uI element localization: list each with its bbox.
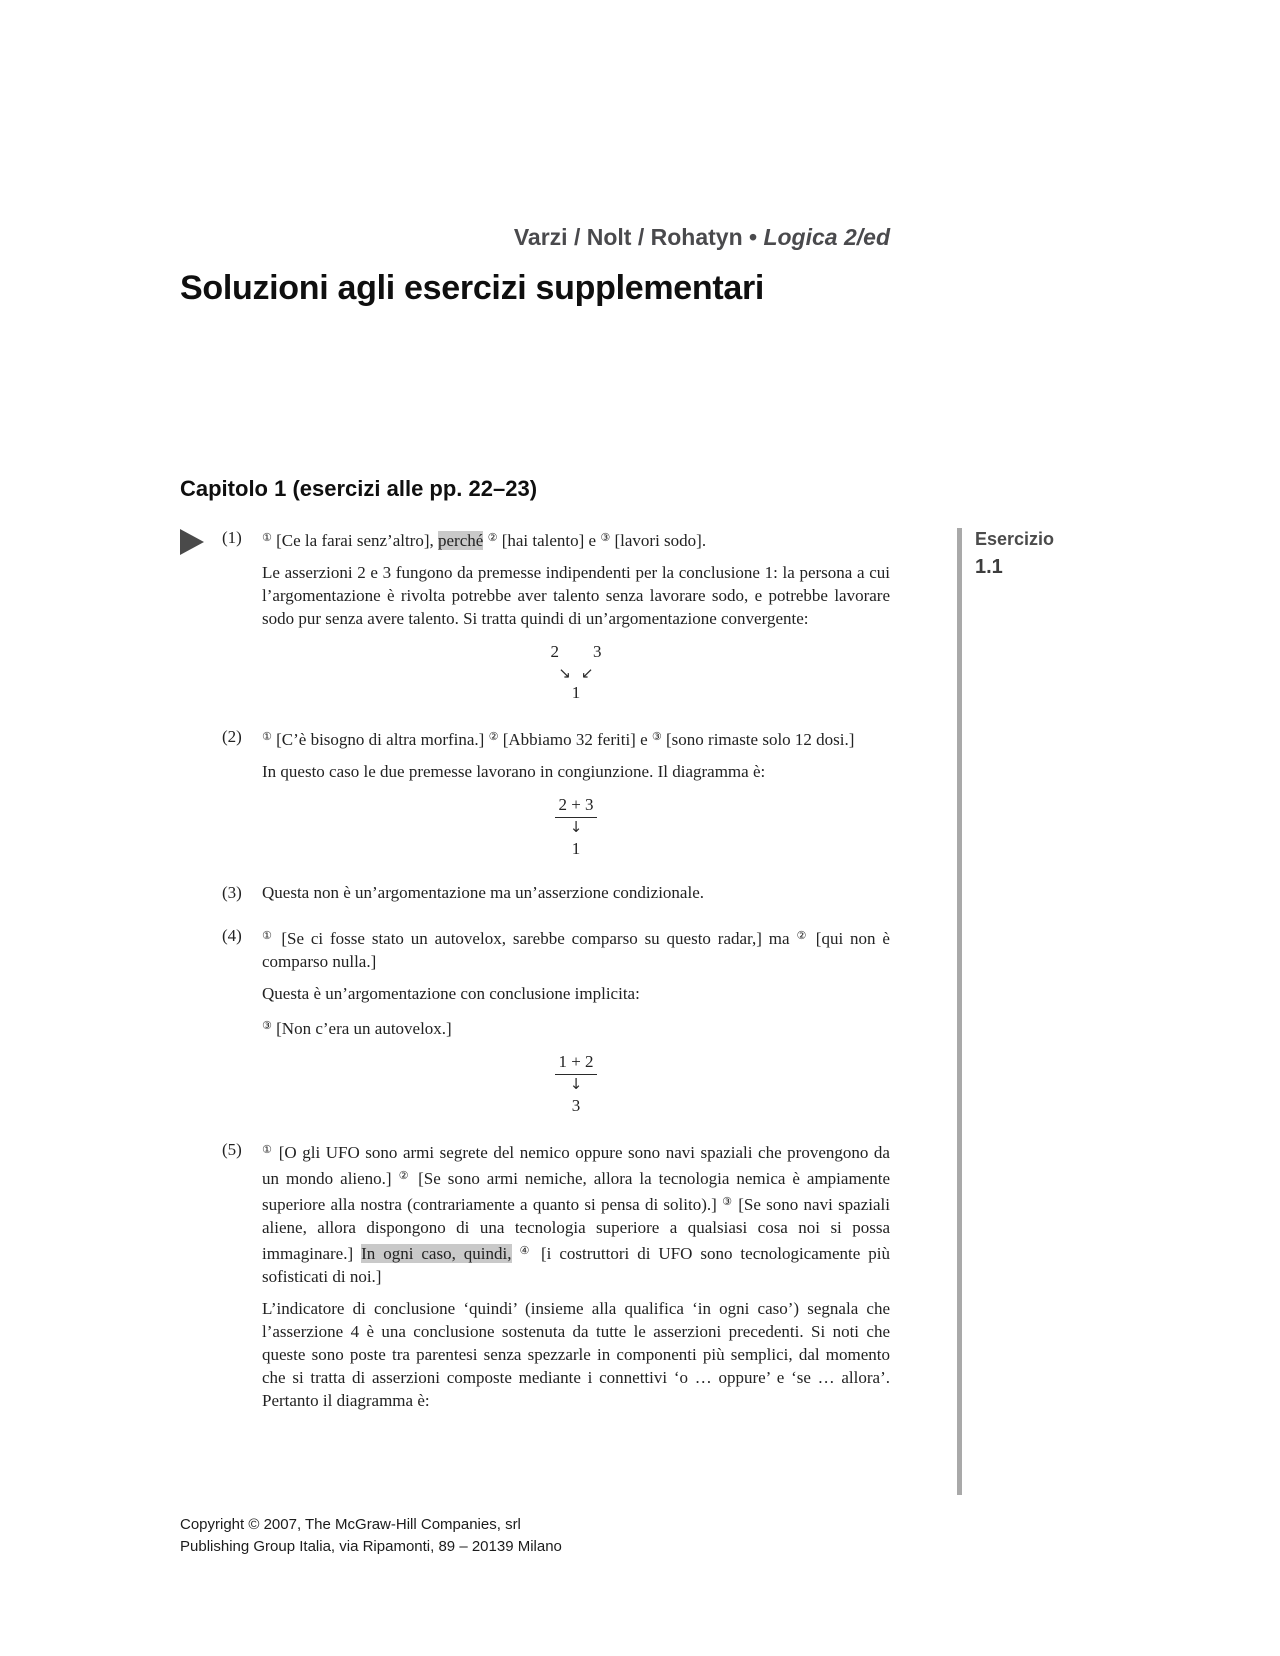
explanation-paragraph: In questo caso le due premesse lavorano in congiunzione. Il diagramma è: <box>262 762 766 781</box>
explanation-paragraph: Questa è un’argomentazione con conclusione implicita: <box>262 984 640 1003</box>
item-statement: ① [O gli UFO sono armi segrete del nemico oppure sono navi spaziali che provengono da un mondo alieno.] ② [Se sono armi nemiche, allora la tecnologia nemica è ampiamente superiore alla nostra (contrariamente a quanto si pensa di solito).] ③ [Se sono navi spaziali aliene, allora dispongono di una tecnologia superiore a qualsiasi cosa noi si possa immaginare.] In ogni caso, quindi, ④ [i costruttori di UFO sono tecnologicamente più sofisticati di noi.] <box>262 1143 890 1286</box>
footer-copyright: Copyright © 2007, The McGraw-Hill Companies, srl <box>180 1516 521 1533</box>
page-title: Soluzioni agli esercizi supplementari <box>180 269 765 307</box>
arrow-down-right-icon: ↘ <box>558 664 571 682</box>
item-statement: ① [Se ci fosse stato un autovelox, sarebbe comparso su questo radar,] ma ② [qui non è comparso nulla.] <box>262 929 890 971</box>
arrow-down-left-icon: ↙ <box>581 664 594 682</box>
chapter-heading: Capitolo 1 (esercizi alle pp. 22–23) <box>180 476 538 501</box>
implicit-conclusion: ③ [Non c’era un autovelox.] <box>262 1019 452 1038</box>
solution-item-2 <box>180 725 890 861</box>
book-authors: Varzi / Nolt / Rohatyn • <box>513 224 764 250</box>
diagram-premise: 2 <box>550 642 559 661</box>
diagram-conclusion: 1 <box>571 839 581 858</box>
document-content <box>180 0 890 1412</box>
exercise-number: 1.1 <box>975 556 1003 578</box>
arrow-down-icon: ↓ <box>569 1075 583 1093</box>
explanation-paragraph: L’indicatore di conclusione ‘quindi’ (insieme alla qualifica ‘in ogni caso’) segnala che l’asserzione 4 è una conclusione sostenuta da tutte le asserzioni precedenti. Si noti che queste sono poste tra parentesi senza spezzarle in componenti più semplici, dal momento che si tratta di asserzioni composte mediante i connettivi ‘o … oppure’ e ‘se … allora’. Pertanto il diagramma è: <box>262 1299 890 1410</box>
item-number: (2) <box>222 727 242 746</box>
item-statement: ① [C’è bisogno di altra morfina.] ② [Abbiamo 32 feriti] e ③ [sono rimaste solo 12 dosi.] <box>262 730 855 749</box>
book-header <box>180 222 890 252</box>
argument-diagram-linked <box>262 793 890 861</box>
item-number: (1) <box>222 528 242 547</box>
diagram-conclusion: 3 <box>571 1096 581 1115</box>
diagram-premise: 3 <box>593 642 602 661</box>
exercise-label: Esercizio <box>975 529 1055 549</box>
explanation-paragraph: Le asserzioni 2 e 3 fungono da premesse indipendenti per la conclusione 1: la persona a cui l’argomentazione è rivolta potrebbe aver talento senza lavorare sodo, e potrebbe lavorare sodo pur senza avere talento. Si tratta quindi di un’argomentazione convergente: <box>262 563 890 628</box>
item-statement: ① [Ce la farai senz’altro], perché ② [hai talento] e ③ [lavori sodo]. <box>262 531 707 550</box>
solution-item-4 <box>180 924 890 1118</box>
diagram-arrows-row <box>262 665 890 681</box>
solution-item-1 <box>180 526 890 705</box>
solutions-list <box>180 526 890 1412</box>
item-number: (4) <box>222 926 242 945</box>
exercise-sidebar <box>957 528 1054 1495</box>
book-title: Logica 2/ed <box>763 224 890 250</box>
diagram-premises: 2 + 3 <box>555 793 596 818</box>
item-number: (3) <box>222 883 242 902</box>
diagram-premises-row <box>262 640 890 664</box>
item-statement: Questa non è un’argomentazione ma un’asserzione condizionale. <box>262 883 704 902</box>
page-footer <box>180 1514 562 1558</box>
footer-address: Publishing Group Italia, via Ripamonti, 89 – 20139 Milano <box>180 1538 562 1555</box>
arrow-down-icon: ↓ <box>569 818 583 836</box>
diagram-conclusion: 1 <box>571 683 581 702</box>
item-number: (5) <box>222 1140 242 1159</box>
argument-diagram-convergent <box>262 640 890 705</box>
diagram-premises: 1 + 2 <box>555 1050 596 1075</box>
solution-item-3 <box>180 881 890 904</box>
solution-item-5 <box>180 1138 890 1412</box>
argument-diagram-linked <box>262 1050 890 1118</box>
